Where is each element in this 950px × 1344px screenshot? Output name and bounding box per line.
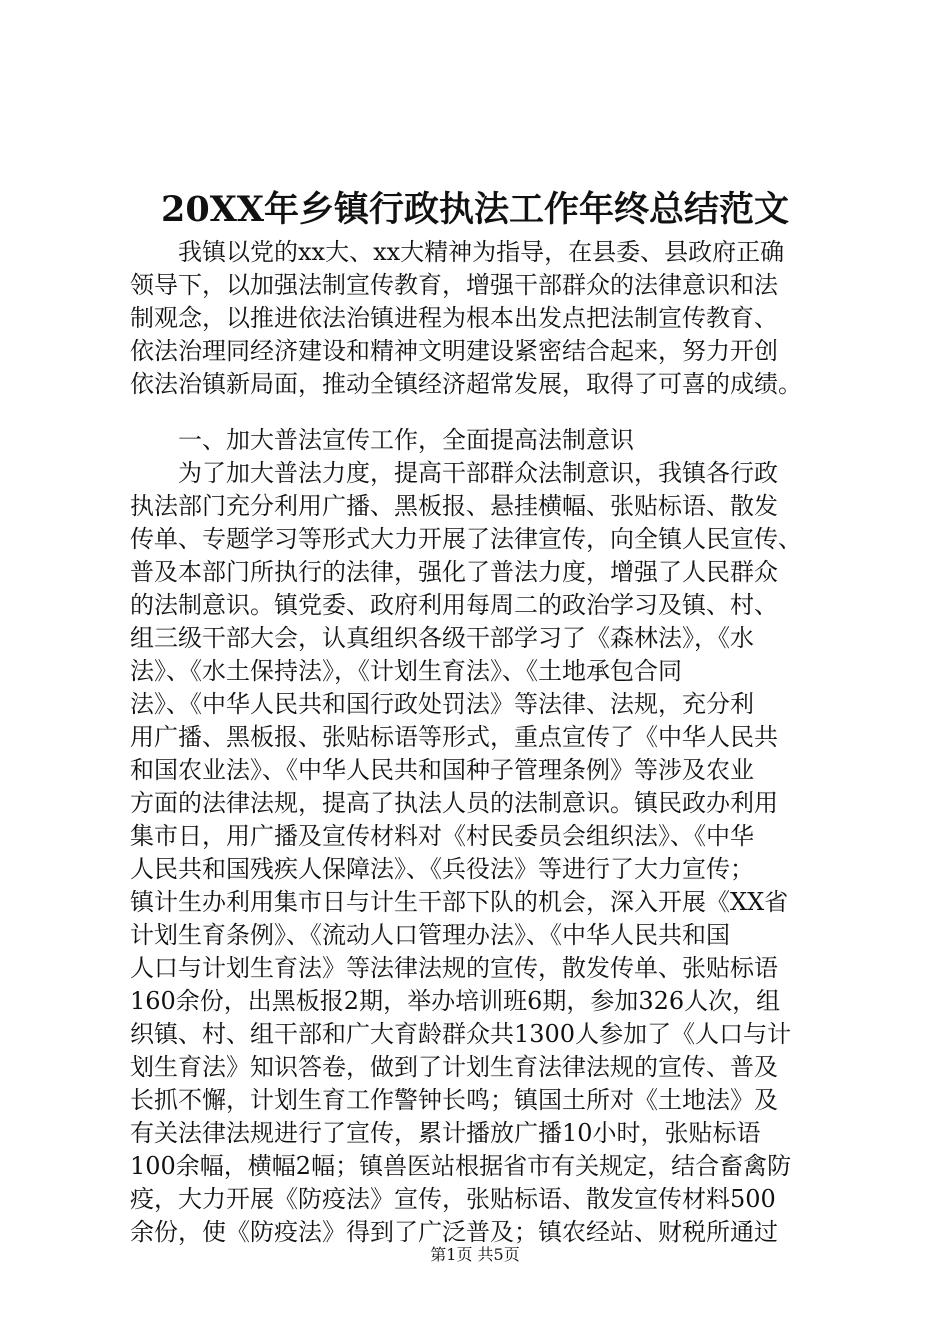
text-line: 人口与计划生育法》等法律法规的宣传，散发传单、张贴标语 [130,954,778,982]
text-line: 组三级干部大会，认真组织各级干部学习了《森林法》，《水 [130,624,754,652]
text-line: 织镇、村、组干部和广大育龄群众共1300人参加了《人口与计 [130,1020,792,1048]
text-line: 的法制意识。镇党委、政府利用每周二的政治学习及镇、村、 [130,591,778,619]
text-line: 我镇以党的xx大、xx大精神为指导，在县委、县政府正确 [130,238,785,266]
text-line: 100余幅，横幅2幅；镇兽医站根据省市有关规定，结合畜禽防 [130,1152,792,1180]
page-number-footer: 第1页 共5页 [430,1245,520,1264]
section-heading: 一、加大普法宣传工作，全面提高法制意识 [130,426,634,454]
text-line: 疫，大力开展《防疫法》宣传，张贴标语、散发宣传材料500 [130,1185,776,1213]
text-line: 领导下，以加强法制宣传教育，增强干部群众的法律意识和法 [130,271,778,299]
text-line: 和国农业法》、《中华人民共和国种子管理条例》等涉及农业 [130,756,754,784]
text-line: 普及本部门所执行的法律，强化了普法力度，增强了人民群众 [130,558,778,586]
text-line: 划生育法》知识答卷，做到了计划生育法律法规的宣传、普及 [130,1053,778,1081]
text-line: 法》、《中华人民共和国行政处罚法》等法律、法规，充分利 [130,690,754,718]
text-line: 镇计生办利用集市日与计生干部下队的机会，深入开展《XX省 [130,888,789,916]
text-line: 长抓不懈，计划生育工作警钟长鸣；镇国土所对《土地法》及 [130,1086,778,1114]
text-line: 执法部门充分利用广播、黑板报、悬挂横幅、张贴标语、散发 [130,492,778,520]
text-line: 法》、《水土保持法》，《计划生育法》、《土地承包合同 [130,657,682,685]
text-line: 余份，使《防疫法》得到了广泛普及；镇农经站、财税所通过 [130,1218,778,1246]
text-line: 用广播、黑板报、张贴标语等形式，重点宣传了《中华人民共 [130,723,778,751]
text-line: 传单、专题学习等形式大力开展了法律宣传，向全镇人民宣传、 [130,525,802,553]
text-line: 160余份，出黑板报2期，举办培训班6期，参加326人次，组 [130,987,781,1015]
text-line: 集市日，用广播及宣传材料对《村民委员会组织法》、《中华 [130,822,754,850]
text-line: 为了加大普法力度，提高干部群众法制意识，我镇各行政 [130,459,778,487]
text-line: 依法治镇新局面，推动全镇经济超常发展，取得了可喜的成绩。 [130,370,802,398]
document-title: 20XX年乡镇行政执法工作年终总结范文 [160,189,790,230]
text-line: 依法治理同经济建设和精神文明建设紧密结合起来，努力开创 [130,337,778,365]
text-line: 制观念，以推进依法治镇进程为根本出发点把法制宣传教育、 [130,304,778,332]
text-line: 人民共和国残疾人保障法》、《兵役法》等进行了大力宣传； [130,855,754,883]
text-line: 有关法律法规进行了宣传，累计播放广播10小时，张贴标语 [130,1119,761,1147]
text-line: 方面的法律法规，提高了执法人员的法制意识。镇民政办利用 [130,789,778,817]
text-line: 计划生育条例》、《流动人口管理办法》、《中华人民共和国 [130,921,730,949]
